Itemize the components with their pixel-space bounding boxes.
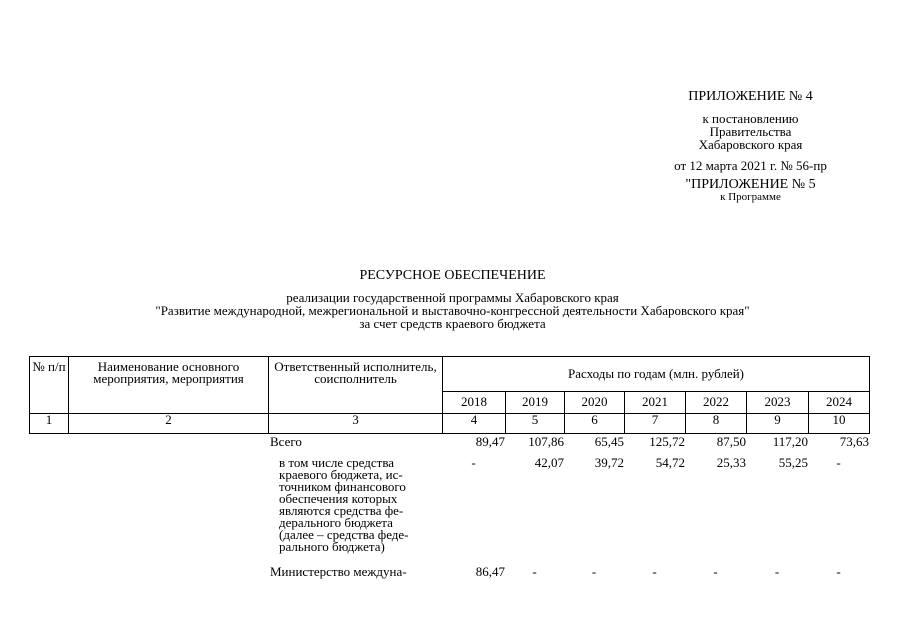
row-value: 65,45 [594, 434, 624, 449]
index-cell: 1 [30, 414, 69, 434]
row-label: Всего [270, 434, 302, 449]
index-cell: 9 [747, 414, 809, 434]
row-value: 54,72 [655, 455, 685, 470]
appendix-line: Правительства [709, 124, 792, 139]
row-value: 87,50 [716, 434, 746, 449]
appendix-line: Хабаровского края [698, 137, 803, 152]
row-value: 73,63 [839, 434, 869, 449]
row-value: - [471, 455, 476, 470]
index-cell: 3 [269, 414, 443, 434]
header-name: Наименование основного мероприятия, мероприятия [69, 357, 269, 414]
row-value: - [713, 564, 718, 579]
appendix-program-title: "ПРИЛОЖЕНИЕ № 5 [685, 177, 816, 192]
document-title [0, 269, 905, 330]
row-label-line: краевого бюджета, ис- [279, 467, 403, 482]
resource-table [29, 356, 870, 434]
title-line: "Развитие международной, межрегиональной и выставочно-конгрессной деятельности Хабаровского края" [155, 303, 750, 318]
index-cell: 10 [809, 414, 870, 434]
row-value: - [836, 455, 841, 470]
year-header: 2024 [809, 391, 870, 413]
header-executor: Ответственный исполнитель, соисполнитель [269, 357, 443, 414]
year-header: 2023 [747, 391, 809, 413]
appendix-line: к постановлению [702, 111, 799, 126]
row-value: 89,47 [475, 434, 505, 449]
index-cell: 2 [69, 414, 269, 434]
index-row [30, 414, 870, 434]
year-header: 2020 [565, 391, 625, 413]
title-line: за счет средств краевого бюджета [359, 316, 546, 331]
header-num: № п/п [30, 357, 69, 414]
index-cell: 8 [686, 414, 747, 434]
index-cell: 6 [565, 414, 625, 434]
row-value: 55,25 [778, 455, 808, 470]
year-header: 2021 [625, 391, 686, 413]
row-label-line: дерального бюджета [279, 515, 393, 530]
row-value: - [836, 564, 841, 579]
appendix-header [628, 90, 873, 204]
year-header: 2019 [506, 391, 565, 413]
row-value: 25,33 [716, 455, 746, 470]
appendix-program-ref: к Программе [720, 191, 781, 203]
row-value: 39,72 [594, 455, 624, 470]
row-label-line: (далее – средства феде- [279, 527, 409, 542]
row-value: 107,86 [528, 434, 564, 449]
appendix-title: ПРИЛОЖЕНИЕ № 4 [688, 89, 813, 104]
year-header: 2018 [443, 391, 506, 413]
header-expenses: Расходы по годам (млн. рублей) [443, 357, 870, 392]
row-value: - [774, 564, 780, 579]
year-header: 2022 [686, 391, 747, 413]
row-label-line: точником финансового [279, 479, 406, 494]
row-label-line: в том числе средства [279, 455, 395, 470]
row-value: 125,72 [649, 434, 685, 449]
title-line: реализации государственной программы Хабаровского края [286, 290, 619, 305]
row-value: 42,07 [534, 455, 564, 470]
row-value: - [591, 564, 597, 579]
title-main: РЕСУРСНОЕ ОБЕСПЕЧЕНИЕ [359, 268, 546, 283]
row-value: - [652, 564, 657, 579]
appendix-date: от 12 марта 2021 г. № 56-пр [674, 158, 827, 173]
row-label-line: обеспечения которых [279, 491, 398, 506]
row-label-line: рального бюджета) [279, 539, 385, 554]
row-value: - [532, 564, 537, 579]
index-cell: 7 [625, 414, 686, 434]
index-cell: 4 [443, 414, 506, 434]
row-label: Министерство междуна- [270, 564, 407, 579]
index-cell: 5 [506, 414, 565, 434]
row-value: 86,47 [475, 564, 505, 579]
row-label [279, 457, 439, 553]
row-value: 117,20 [772, 434, 808, 449]
row-label-line: являются средства фе- [279, 503, 404, 518]
